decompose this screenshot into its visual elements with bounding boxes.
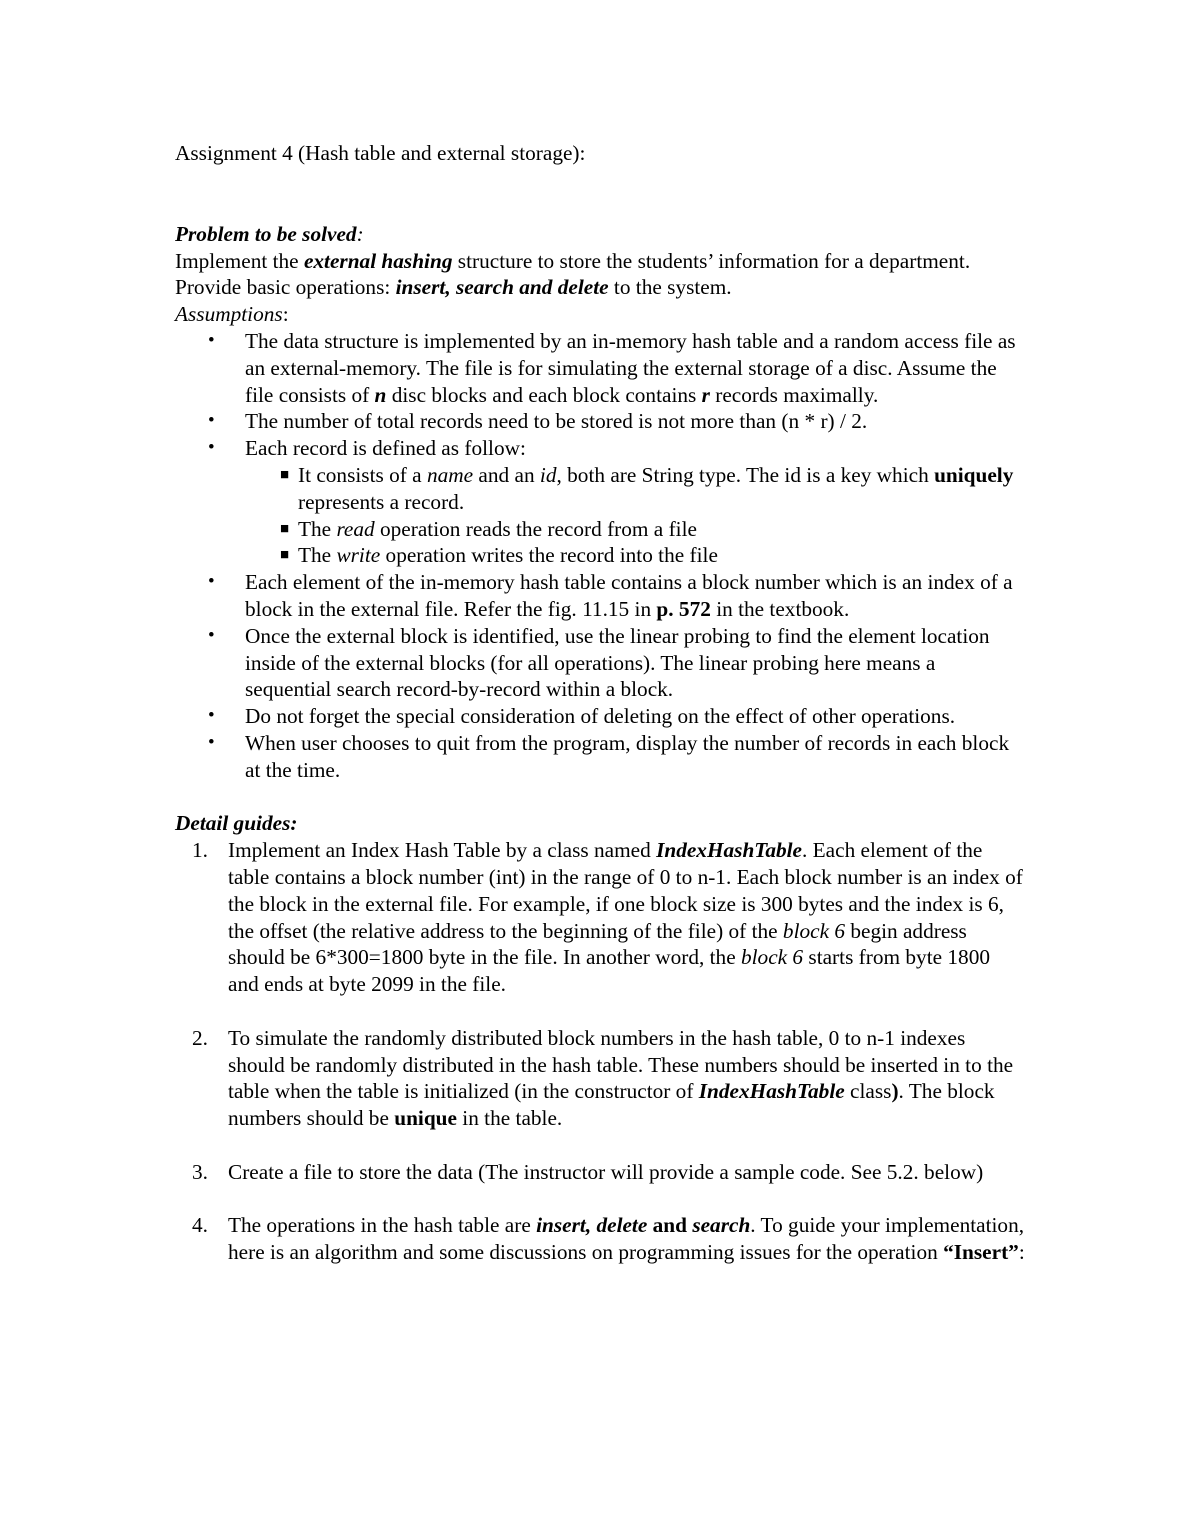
square-bullet-icon: ■	[280, 466, 290, 483]
bullet-item: • Once the external block is identified, use the linear probing to find the element location inside of the external blocks (for all operations). The linear probing here means a sequential search record-by-record within a block.	[208, 623, 990, 702]
sub-bullet-item: ■ It consists of a name and an id, both are String type. The id is a key which uniquely represents a record.	[280, 462, 1014, 514]
sub-bullet-item: ■ The read operation reads the record from a file	[280, 516, 697, 541]
bullet-item: • The data structure is implemented by an in-memory hash table and a random access file as an external-memory. The file is for simulating the external storage of a disc. Assume the file consists of n disc blocks and each block contains r records maximally.	[208, 328, 1016, 407]
assignment-title: Assignment 4 (Hash table and external storage):	[175, 141, 586, 165]
numbered-item: 1. Implement an Index Hash Table by a class named IndexHashTable. Each element of the table contains a block number (int) in the range of 0 to n-1. Each block number is an index of the block in the external file. For example, if one block size is 300 bytes and the index is 6, the offset (the relative address to the beginning of the file) of the block 6 begin address should be 6*300=1800 byte in the file. In another word, the block 6 starts from byte 1800 and ends at byte 2099 in the file.	[192, 838, 1023, 997]
square-bullet-icon: ■	[280, 520, 290, 537]
sub-bullet-item: ■ The write operation writes the record into the file	[280, 543, 718, 568]
bullet-item: • The number of total records need to be stored is not more than (n * r) / 2.	[208, 409, 868, 434]
item-number: 3.	[192, 1159, 208, 1184]
bullet-item: • When user chooses to quit from the program, display the number of records in each block at the time.	[208, 730, 1010, 782]
bullet-icon: •	[208, 571, 215, 593]
numbered-item: 2. To simulate the randomly distributed block numbers in the hash table, 0 to n-1 indexes should be randomly distributed in the hash table. These numbers should be inserted in to the table when the table is initialized (in the constructor of IndexHashTable class). The block numbers should be unique in the table.	[192, 1025, 1014, 1131]
bullet-icon: •	[208, 705, 215, 727]
numbered-item: 3. Create a file to store the data (The instructor will provide a sample code. See 5.2. below)	[192, 1159, 984, 1184]
bullet-icon: •	[208, 731, 215, 753]
square-bullet-icon: ■	[280, 547, 290, 564]
bullet-icon: •	[208, 410, 215, 432]
problem-heading: Problem to be solved:	[175, 221, 364, 246]
bullet-item: • Do not forget the special consideration of deleting on the effect of other operations.	[208, 704, 956, 729]
item-number: 4.	[192, 1213, 208, 1238]
item-number: 2.	[192, 1025, 208, 1050]
detail-guides-heading: Detail guides:	[175, 811, 298, 836]
problem-statement: Implement the external hashing structure to store the students’ information for a department. Provide basic operations: insert, search and delete to the system.	[175, 248, 971, 300]
bullet-item: • Each record is defined as follow:	[208, 436, 526, 461]
bullet-icon: •	[208, 437, 215, 459]
assumptions-label: Assumptions:	[175, 302, 289, 327]
bullet-icon: •	[208, 624, 215, 646]
bullet-item: • Each element of the in-memory hash table contains a block number which is an index of a block in the external file. Refer the fig. 11.15 in p. 572 in the textbook.	[208, 570, 1013, 621]
document-body	[175, 140, 1025, 1266]
numbered-item: 4. The operations in the hash table are insert, delete and search. To guide your implementation, here is an algorithm and some discussions on programming issues for the operation “Insert”:	[192, 1213, 1025, 1265]
item-number: 1.	[192, 838, 208, 863]
bullet-icon: •	[208, 329, 215, 351]
